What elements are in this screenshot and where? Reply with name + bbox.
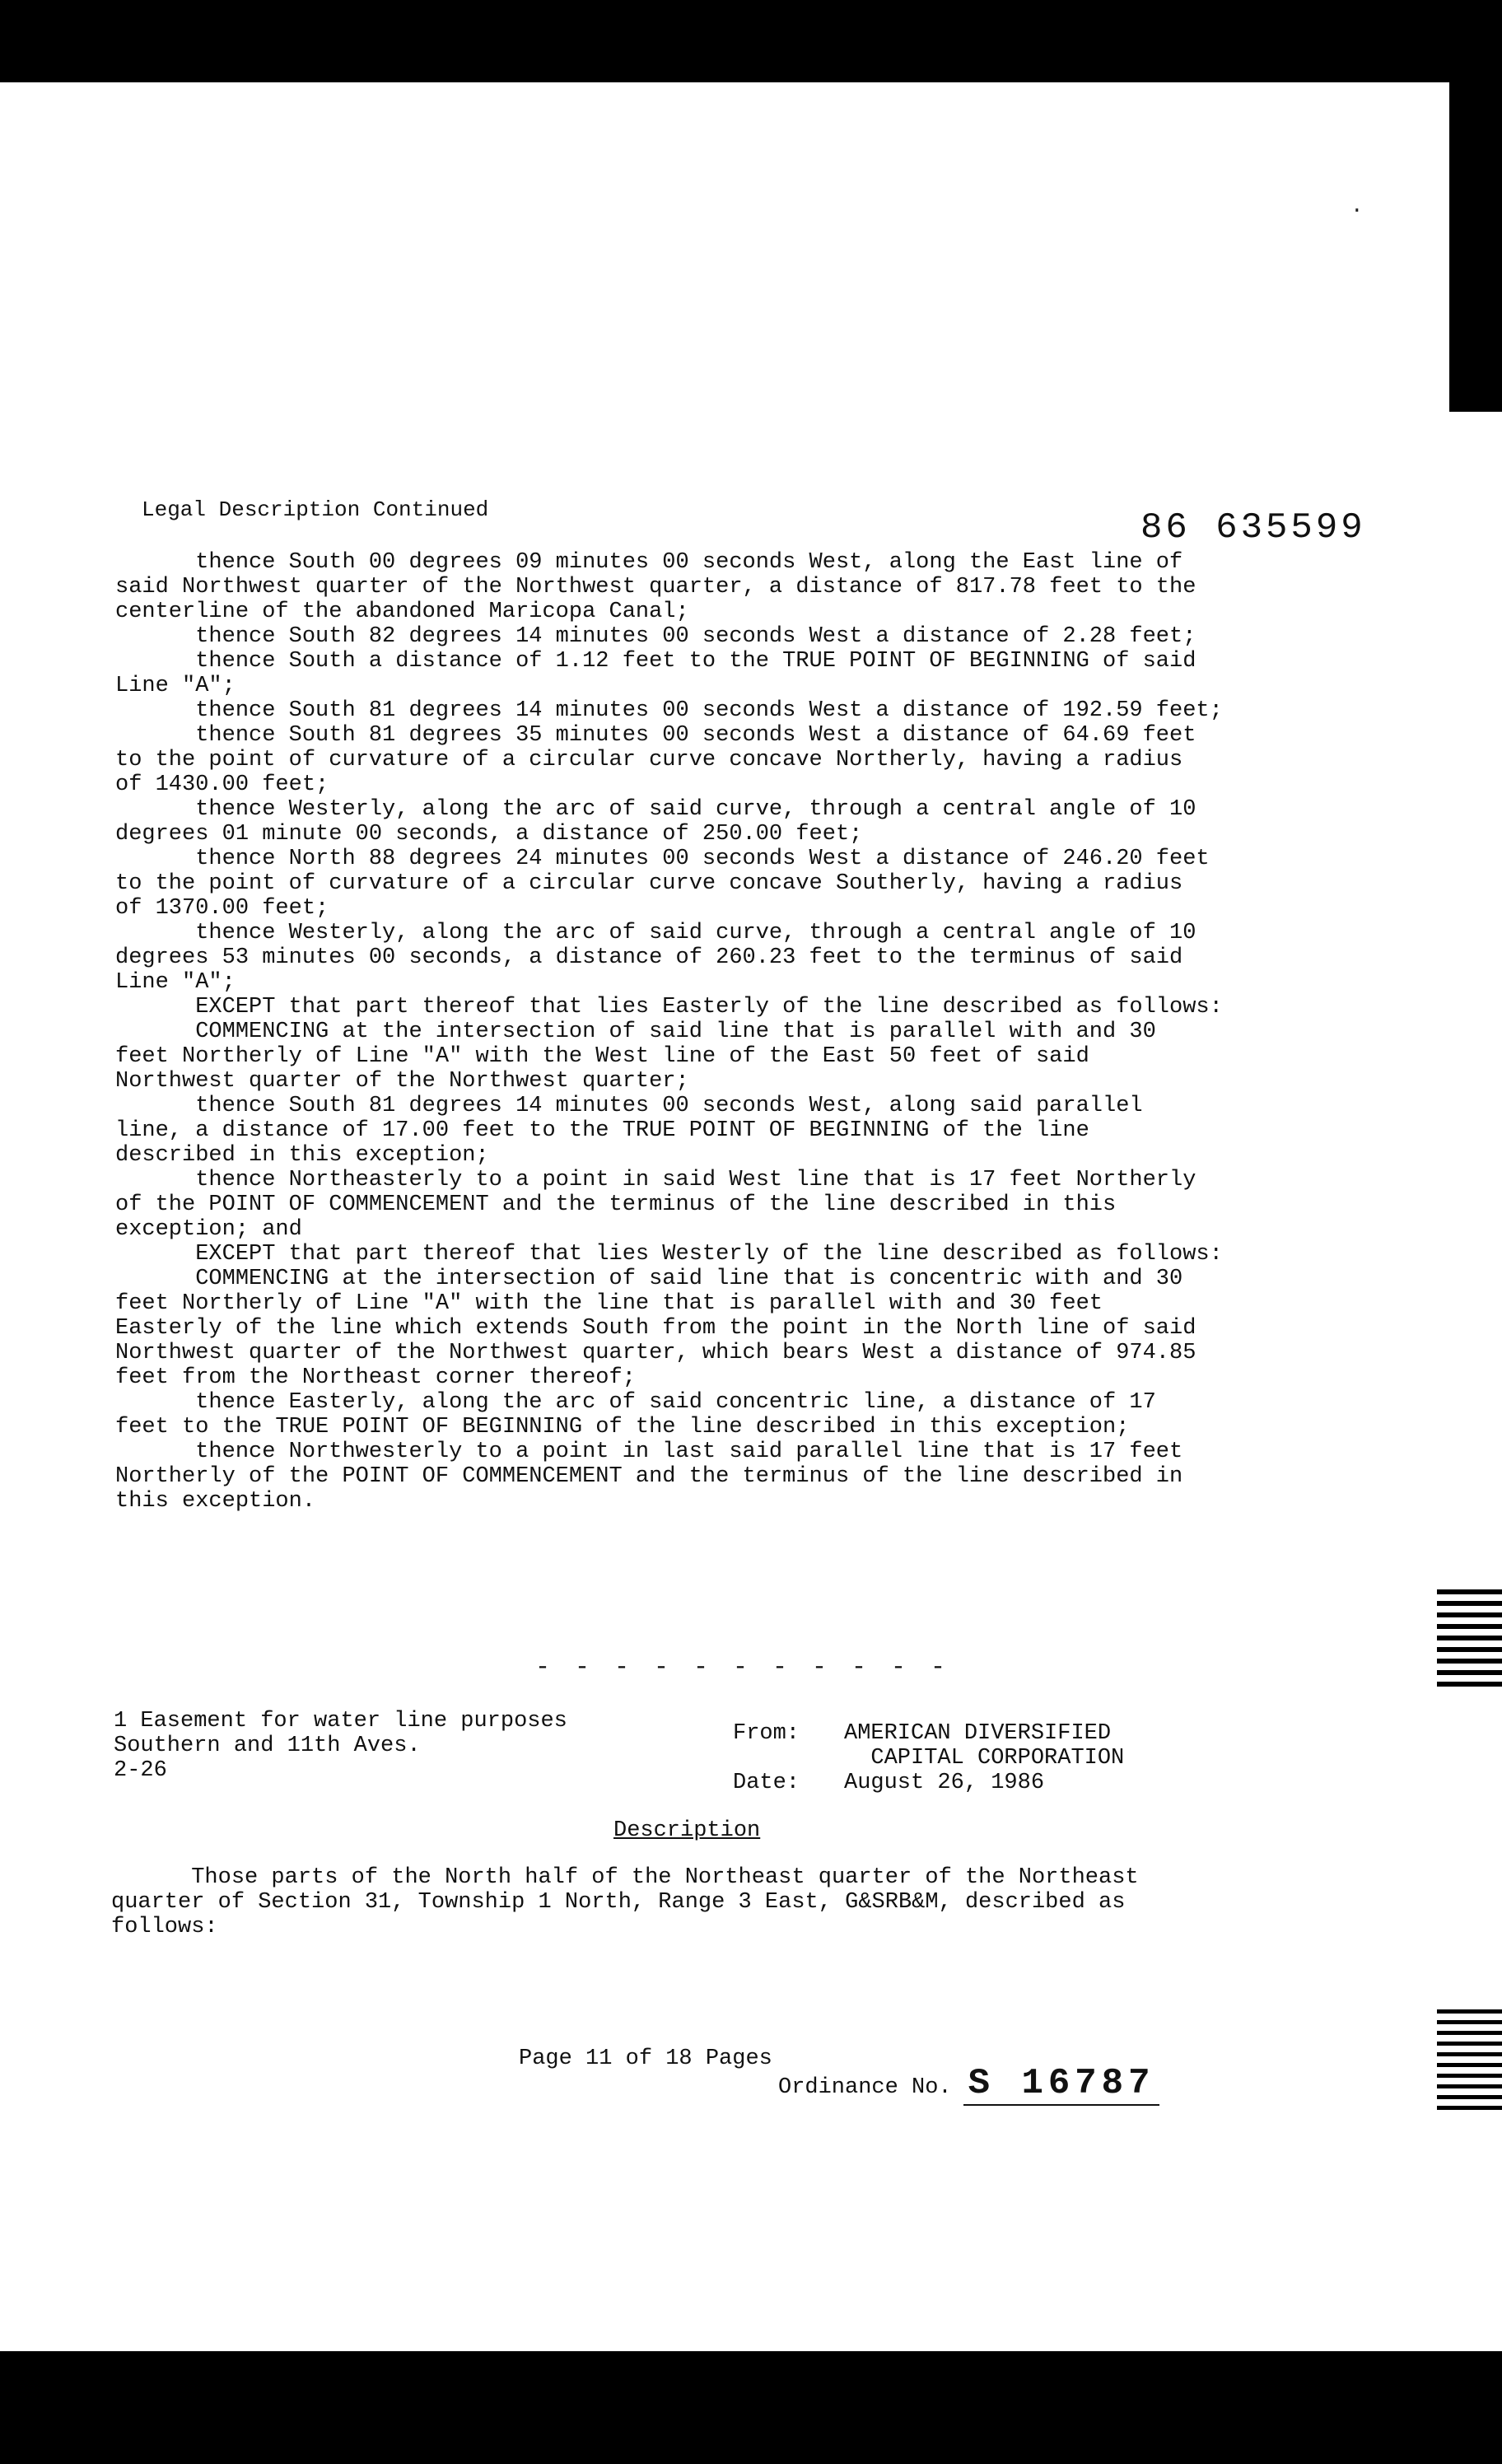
description-line: quarter of Section 31, Township 1 North, Range 3 East, G&SRB&M, described as (111, 1890, 1126, 1915)
section-separator: - - - - - - - - - - - (535, 1654, 951, 1682)
body-line: feet from the Northeast corner thereof; (115, 1365, 636, 1390)
easement-line: Southern and 11th Aves. (114, 1734, 421, 1758)
body-line: thence Northeasterly to a point in said West line that is 17 feet Northerly (115, 1168, 1196, 1192)
body-line: EXCEPT that part thereof that lies Westerly of the line described as follows: (115, 1242, 1223, 1267)
body-line: thence South 00 degrees 09 minutes 00 seconds West, along the East line of (115, 550, 1183, 575)
easement-line: 1 Easement for water line purposes (114, 1709, 567, 1734)
body-line: thence South 82 degrees 14 minutes 00 seconds West a distance of 2.28 feet; (115, 624, 1196, 649)
body-line: EXCEPT that part thereof that lies Easterly of the line described as follows: (115, 995, 1223, 1020)
easement-line: 2-26 (114, 1758, 167, 1783)
body-line: thence Northwesterly to a point in last said parallel line that is 17 feet (115, 1440, 1183, 1464)
body-line: of 1370.00 feet; (115, 896, 329, 921)
scan-artifact (1437, 2009, 1502, 2116)
description-line: follows: (111, 1915, 218, 1939)
from-value: CAPITAL CORPORATION (870, 1746, 1125, 1771)
body-line: Northwest quarter of the Northwest quarter; (115, 1069, 689, 1094)
body-line: described in this exception; (115, 1143, 489, 1168)
body-line: thence Westerly, along the arc of said curve, through a central angle of 10 (115, 797, 1196, 822)
from-value: AMERICAN DIVERSIFIED (844, 1721, 1112, 1746)
description-line: Those parts of the North half of the Northeast quarter of the Northeast (111, 1865, 1139, 1890)
body-line: thence South 81 degrees 14 minutes 00 seconds West, along said parallel (115, 1094, 1143, 1118)
date-label: Date: (733, 1771, 800, 1795)
body-line: thence South 81 degrees 35 minutes 00 seconds West a distance of 64.69 feet (115, 723, 1196, 748)
body-line: feet to the TRUE POINT OF BEGINNING of the line described in this exception; (115, 1415, 1130, 1440)
body-line: of 1430.00 feet; (115, 772, 329, 797)
body-line: COMMENCING at the intersection of said line that is concentric with and 30 (115, 1267, 1183, 1291)
body-line: thence Easterly, along the arc of said concentric line, a distance of 17 (115, 1390, 1156, 1415)
ordinance-value: S 16787 (963, 2063, 1160, 2106)
body-line: feet Northerly of Line "A" with the line that is parallel with and 30 feet (115, 1291, 1103, 1316)
body-line: of the POINT OF COMMENCEMENT and the terminus of the line described in this (115, 1192, 1117, 1217)
body-line: thence South 81 degrees 14 minutes 00 seconds West a distance of 192.59 feet; (115, 698, 1223, 723)
date-value: August 26, 1986 (844, 1771, 1045, 1795)
body-line: degrees 01 minute 00 seconds, a distance of 250.00 feet; (115, 822, 863, 847)
body-line: this exception. (115, 1489, 316, 1514)
body-line: thence South a distance of 1.12 feet to the TRUE POINT OF BEGINNING of said (115, 649, 1196, 674)
body-line: Line "A"; (115, 970, 236, 995)
body-line: Northerly of the POINT OF COMMENCEMENT and the terminus of the line described in (115, 1464, 1183, 1489)
body-line: Line "A"; (115, 674, 236, 698)
document-title: Legal Description Continued (142, 497, 489, 522)
body-line: to the point of curvature of a circular curve concave Southerly, having a radius (115, 871, 1183, 896)
ordinance-number (778, 2063, 1159, 2104)
scan-artifact (1437, 1589, 1502, 1688)
body-line: centerline of the abandoned Maricopa Canal; (115, 600, 689, 624)
body-line: Northwest quarter of the Northwest quarter, which bears West a distance of 974.85 (115, 1341, 1196, 1365)
body-line: thence Westerly, along the arc of said curve, through a central angle of 10 (115, 921, 1196, 945)
page-number: Page 11 of 18 Pages (519, 2046, 772, 2071)
body-line: line, a distance of 17.00 feet to the TRUE POINT OF BEGINNING of the line (115, 1118, 1089, 1143)
description-heading: Description (613, 1818, 761, 1843)
record-number: 86 635599 (1140, 507, 1366, 548)
stray-mark: . (1350, 194, 1364, 218)
body-line: degrees 53 minutes 00 seconds, a distance of 260.23 feet to the terminus of said (115, 945, 1183, 970)
easement-info (114, 1709, 567, 1783)
ordinance-label: Ordinance No. (778, 2075, 952, 2100)
legal-description-body (115, 550, 1309, 1514)
body-line: to the point of curvature of a circular curve concave Northerly, having a radius (115, 748, 1183, 772)
body-line: said Northwest quarter of the Northwest quarter, a distance of 817.78 feet to the (115, 575, 1196, 600)
from-label: From: (733, 1721, 800, 1746)
body-line: COMMENCING at the intersection of said line that is parallel with and 30 (115, 1020, 1156, 1044)
description-body (111, 1865, 1139, 1939)
grantor-info (733, 1721, 1124, 1795)
body-line: Easterly of the line which extends South from the point in the North line of said (115, 1316, 1196, 1341)
body-line: exception; and (115, 1217, 302, 1242)
body-line: feet Northerly of Line "A" with the West line of the East 50 feet of said (115, 1044, 1089, 1069)
body-line: thence North 88 degrees 24 minutes 00 seconds West a distance of 246.20 feet (115, 847, 1210, 871)
